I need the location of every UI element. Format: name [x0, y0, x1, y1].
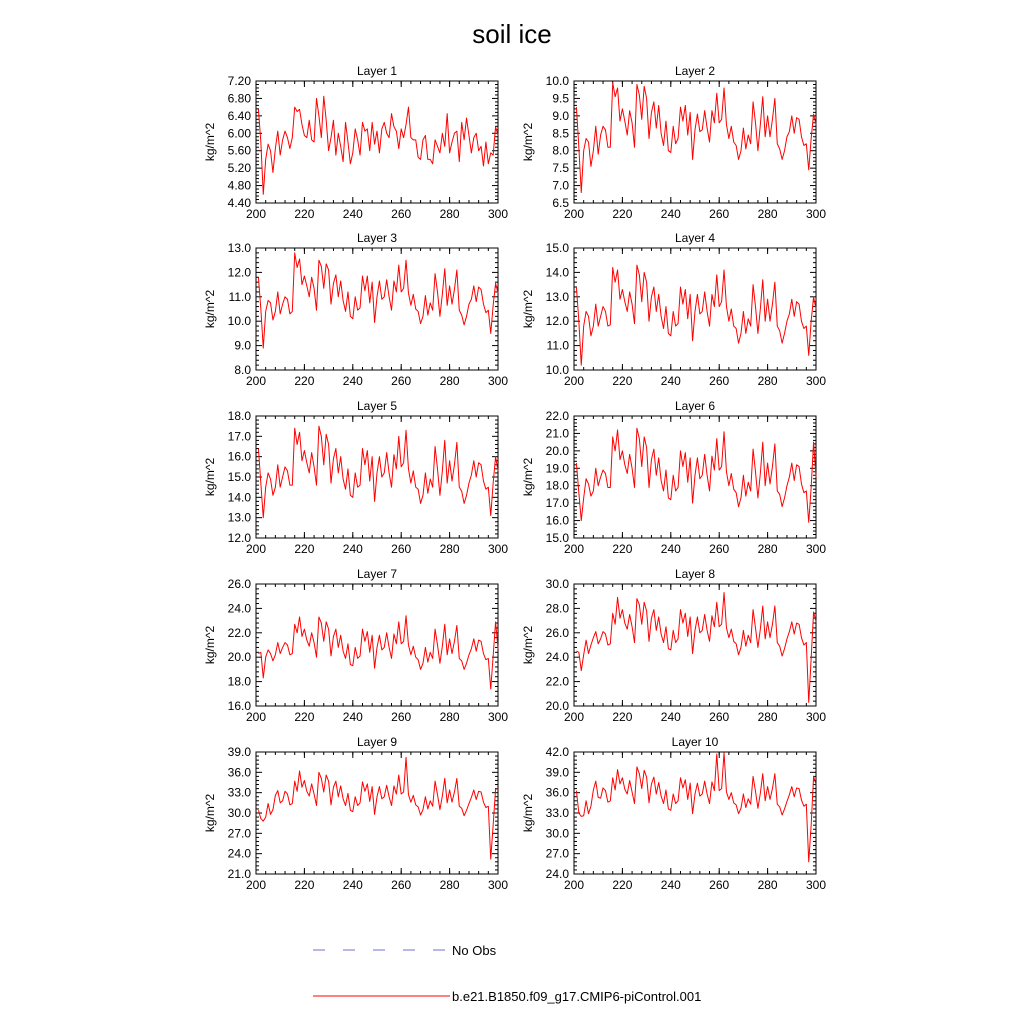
panel-layer-2 [521, 64, 826, 221]
x-tick-label: 200 [245, 878, 267, 892]
y-tick-label: 12.0 [227, 531, 251, 545]
y-tick-label: 24.0 [545, 650, 569, 665]
panel-layer-7 [203, 567, 508, 724]
x-tick-label: 300 [805, 542, 827, 556]
x-tick-label: 280 [757, 878, 778, 892]
y-tick-label: 20.0 [545, 699, 569, 713]
panel-layer-10 [521, 735, 826, 892]
y-tick-label: 9.0 [234, 338, 251, 353]
panel-title: Layer 7 [356, 567, 398, 581]
x-tick-label: 280 [439, 542, 460, 556]
y-axis-label: kg/m^2 [521, 289, 535, 329]
series-line [258, 757, 498, 859]
y-axis-label: kg/m^2 [203, 122, 217, 162]
x-tick-label: 200 [245, 710, 267, 724]
x-tick-label: 220 [612, 710, 633, 724]
x-tick-label: 220 [612, 374, 633, 388]
x-tick-label: 200 [563, 710, 585, 724]
y-tick-label: 16.0 [227, 449, 251, 464]
x-tick-label: 240 [660, 374, 681, 388]
y-tick-label: 11.0 [228, 289, 251, 304]
x-tick-label: 280 [439, 207, 460, 221]
x-tick-label: 200 [245, 542, 267, 556]
y-tick-label: 6.5 [552, 196, 569, 210]
y-tick-label: 8.0 [552, 143, 569, 158]
x-tick-label: 220 [612, 207, 633, 221]
series-line [258, 253, 498, 348]
y-tick-label: 5.60 [227, 143, 251, 158]
panel-layer-6 [521, 399, 826, 556]
y-tick-label: 33.0 [227, 785, 251, 800]
y-axis-label: kg/m^2 [203, 793, 217, 833]
y-tick-label: 4.80 [227, 178, 251, 193]
x-tick-label: 260 [709, 374, 730, 388]
y-tick-label: 13.0 [545, 289, 569, 304]
plot-frame [256, 81, 498, 203]
x-tick-label: 280 [439, 710, 460, 724]
y-tick-label: 15.0 [227, 470, 251, 484]
y-tick-label: 13.0 [227, 510, 251, 525]
y-tick-label: 26.0 [545, 625, 569, 640]
x-tick-label: 300 [487, 207, 509, 221]
x-tick-label: 240 [660, 710, 681, 724]
x-tick-label: 260 [709, 207, 730, 221]
x-tick-label: 300 [487, 710, 509, 724]
series-line [576, 593, 816, 703]
legend-model-label: b.e21.B1850.f09_g17.CMIP6-piControl.001 [452, 989, 702, 1004]
y-tick-label: 22.0 [545, 674, 569, 689]
y-tick-label: 39.0 [227, 745, 251, 759]
y-tick-label: 15.0 [545, 531, 569, 545]
x-tick-label: 200 [563, 878, 585, 892]
x-tick-label: 260 [709, 710, 730, 724]
x-tick-label: 220 [294, 710, 315, 724]
y-axis-label: kg/m^2 [521, 625, 535, 665]
x-tick-label: 200 [563, 207, 585, 221]
panel-title: Layer 3 [356, 231, 398, 245]
x-tick-label: 300 [805, 374, 827, 388]
x-tick-label: 260 [391, 542, 412, 556]
y-tick-label: 33.0 [545, 806, 569, 820]
x-tick-label: 240 [660, 207, 681, 221]
panel-layer-5 [203, 399, 508, 556]
x-tick-label: 260 [709, 878, 730, 892]
x-tick-label: 260 [391, 207, 412, 221]
x-tick-label: 300 [487, 542, 509, 556]
y-tick-label: 9.0 [552, 108, 569, 123]
panel-title: Layer 2 [674, 64, 716, 78]
y-tick-label: 26.0 [227, 577, 251, 591]
y-tick-label: 24.0 [227, 846, 251, 861]
y-tick-label: 10.0 [227, 314, 251, 329]
plot-frame [574, 752, 816, 874]
y-tick-label: 36.0 [227, 765, 251, 780]
x-tick-label: 300 [487, 878, 509, 892]
x-tick-label: 240 [342, 542, 363, 556]
x-tick-label: 240 [342, 710, 363, 724]
y-tick-label: 22.0 [545, 409, 569, 423]
legend [313, 943, 701, 1004]
panel-layer-3 [203, 231, 508, 388]
panel-title: Layer 4 [674, 231, 716, 245]
x-tick-label: 260 [391, 710, 412, 724]
x-tick-label: 200 [245, 207, 267, 221]
panel-layer-1 [203, 64, 508, 221]
x-tick-label: 260 [391, 878, 412, 892]
y-tick-label: 27.0 [227, 826, 251, 841]
y-tick-label: 10.0 [545, 74, 569, 88]
y-tick-label: 6.00 [227, 126, 251, 141]
y-tick-label: 42.0 [545, 745, 569, 759]
panel-layer-4 [521, 231, 826, 388]
panel-layer-9 [203, 735, 508, 892]
y-tick-label: 17.0 [545, 496, 569, 511]
y-tick-label: 16.0 [227, 699, 251, 713]
x-tick-label: 280 [757, 542, 778, 556]
y-tick-label: 17.0 [227, 429, 251, 444]
y-tick-label: 21.0 [545, 426, 569, 441]
y-axis-label: kg/m^2 [521, 457, 535, 497]
y-tick-label: 24.0 [545, 867, 569, 881]
x-tick-label: 220 [294, 207, 315, 221]
y-tick-label: 6.40 [227, 108, 251, 123]
y-axis-label: kg/m^2 [203, 625, 217, 665]
x-tick-label: 220 [294, 374, 315, 388]
y-tick-label: 7.0 [552, 178, 569, 193]
y-tick-label: 24.0 [227, 601, 251, 616]
x-tick-label: 200 [563, 542, 585, 556]
series-line [576, 83, 816, 193]
x-tick-label: 280 [757, 207, 778, 221]
series-line [258, 426, 498, 517]
y-tick-label: 19.0 [545, 461, 569, 476]
y-axis-label: kg/m^2 [203, 289, 217, 329]
x-tick-label: 200 [245, 374, 267, 388]
y-tick-label: 8.0 [234, 363, 251, 377]
series-line [258, 616, 498, 689]
y-tick-label: 27.0 [545, 846, 569, 861]
y-tick-label: 6.80 [227, 91, 251, 106]
panel-layer-8 [521, 567, 826, 724]
legend-obs-label: No Obs [452, 943, 497, 958]
x-tick-label: 280 [439, 374, 460, 388]
series-line [576, 265, 816, 365]
y-tick-label: 16.0 [545, 513, 569, 528]
x-tick-label: 200 [563, 374, 585, 388]
x-tick-label: 240 [660, 878, 681, 892]
panel-title: Layer 6 [674, 399, 716, 413]
y-tick-label: 18.0 [545, 478, 569, 493]
y-tick-label: 15.0 [545, 241, 569, 255]
y-tick-label: 5.20 [227, 161, 251, 176]
x-tick-label: 260 [709, 542, 730, 556]
x-tick-label: 260 [391, 374, 412, 388]
y-tick-label: 18.0 [227, 674, 251, 689]
y-tick-label: 39.0 [545, 765, 569, 780]
x-tick-label: 280 [439, 878, 460, 892]
panel-title: Layer 9 [356, 735, 398, 749]
plot-frame [574, 584, 816, 706]
x-tick-label: 240 [342, 878, 363, 892]
x-tick-label: 240 [660, 542, 681, 556]
y-tick-label: 4.40 [227, 196, 251, 210]
x-tick-label: 220 [612, 878, 633, 892]
y-tick-label: 12.0 [545, 314, 569, 329]
plot-frame [256, 752, 498, 874]
y-tick-label: 18.0 [227, 409, 251, 423]
x-tick-label: 280 [757, 374, 778, 388]
y-tick-label: 7.20 [227, 74, 251, 88]
y-tick-label: 30.0 [545, 577, 569, 591]
y-tick-label: 11.0 [546, 338, 569, 353]
y-tick-label: 10.0 [545, 363, 569, 377]
x-tick-label: 300 [805, 878, 827, 892]
y-tick-label: 20.0 [545, 443, 569, 458]
panel-title: Layer 5 [356, 399, 398, 413]
x-tick-label: 300 [805, 710, 827, 724]
y-tick-label: 30.0 [545, 826, 569, 841]
page-title: soil ice [472, 19, 552, 49]
y-tick-label: 9.5 [552, 91, 569, 106]
y-tick-label: 7.5 [552, 161, 569, 176]
series-line [576, 428, 816, 522]
x-tick-label: 280 [757, 710, 778, 724]
series-line [576, 753, 816, 862]
y-tick-label: 14.0 [545, 265, 569, 280]
y-tick-label: 30.0 [227, 806, 251, 820]
panel-title: Layer 8 [674, 567, 716, 581]
y-tick-label: 28.0 [545, 601, 569, 616]
x-tick-label: 220 [294, 542, 315, 556]
series-line [258, 96, 498, 194]
y-axis-label: kg/m^2 [203, 457, 217, 497]
y-tick-label: 12.0 [227, 265, 251, 280]
x-tick-label: 220 [294, 878, 315, 892]
x-tick-label: 240 [342, 374, 363, 388]
panel-title: Layer 10 [671, 735, 719, 749]
y-tick-label: 13.0 [227, 241, 251, 255]
panel-title: Layer 1 [356, 64, 398, 78]
y-tick-label: 36.0 [545, 785, 569, 800]
x-tick-label: 300 [487, 374, 509, 388]
x-tick-label: 220 [612, 542, 633, 556]
x-tick-label: 300 [805, 207, 827, 221]
y-tick-label: 14.0 [227, 490, 251, 505]
y-tick-label: 22.0 [227, 625, 251, 640]
y-tick-label: 8.5 [552, 126, 569, 141]
y-axis-label: kg/m^2 [521, 793, 535, 833]
panel-grid [203, 64, 826, 892]
y-tick-label: 21.0 [227, 867, 251, 881]
y-tick-label: 20.0 [227, 650, 251, 665]
y-axis-label: kg/m^2 [521, 122, 535, 162]
x-tick-label: 240 [342, 207, 363, 221]
